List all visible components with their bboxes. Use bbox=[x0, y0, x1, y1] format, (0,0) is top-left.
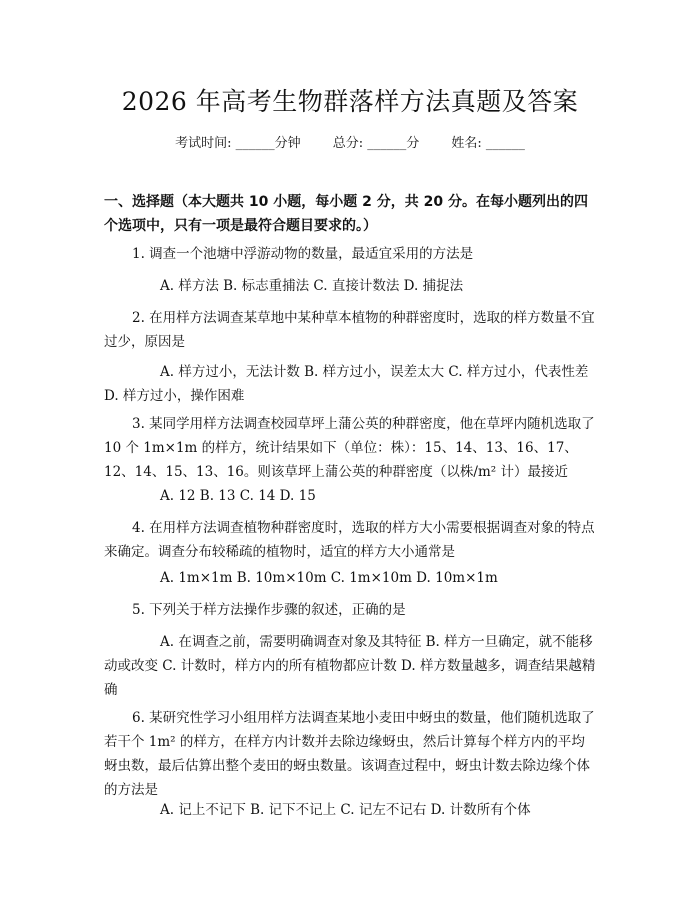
section-heading: 一、选择题（本大题共 10 小题，每小题 2 分，共 20 分。在每小题列出的四个选项中，只有一项是最符合题目要求的。） bbox=[104, 194, 588, 234]
exam-info bbox=[0, 132, 700, 151]
question-3-options: A. 12 B. 13 C. 14 D. 15 bbox=[160, 488, 316, 504]
question-3-stem: 3. 某同学用样方法调查校园草坪上蒲公英的种群密度，他在草坪内随机选取了 10 个 1m×1m 的样方，统计结果如下（单位：株）：15、14、13、16、17、12、14、15、13、16。则该草坪上蒲公英的种群密度（以株/m² 计）最接近 bbox=[104, 416, 595, 480]
exam-score-field: 总分: ______分 bbox=[332, 136, 420, 151]
question-1-options: A. 样方法 B. 标志重捕法 C. 直接计数法 D. 捕捉法 bbox=[160, 278, 464, 294]
page-title: 2026 年高考生物群落样方法真题及答案 bbox=[121, 87, 579, 116]
question-4-options: A. 1m×1m B. 10m×10m C. 1m×10m D. 10m×1m bbox=[160, 570, 498, 586]
question-1-stem: 1. 调查一个池塘中浮游动物的数量，最适宜采用的方法是 bbox=[132, 246, 474, 262]
question-2-stem: 2. 在用样方法调查某草地中某种草本植物的种群密度时，选取的样方数量不宜过少，原因是 bbox=[104, 310, 595, 350]
question-5-options: A. 在调查之前，需要明确调查对象及其特征 B. 样方一旦确定，就不能移动或改变 C. 计数时，样方内的所有植物都应计数 D. 样方数量越多，调查结果越精确 bbox=[104, 634, 596, 698]
question-6-stem: 6. 某研究性学习小组用样方法调查某地小麦田中蚜虫的数量，他们随机选取了若干个 1m² 的样方，在样方内计数并去除边缘蚜虫，然后计算每个样方内的平均蚜虫数，最后估算出整个麦田的蚜虫数量。该调查过程中，蚜虫计数去除边缘个体的方法是 bbox=[104, 710, 595, 798]
question-5-stem: 5. 下列关于样方法操作步骤的叙述，正确的是 bbox=[132, 602, 406, 618]
student-name-field: 姓名: ______ bbox=[451, 136, 525, 151]
question-2-options: A. 样方过小，无法计数 B. 样方过小，误差太大 C. 样方过小，代表性差 D. 样方过小，操作困难 bbox=[104, 364, 589, 404]
question-4-stem: 4. 在用样方法调查植物种群密度时，选取的样方大小需要根据调查对象的特点来确定。调查分布较稀疏的植物时，适宜的样方大小通常是 bbox=[104, 520, 595, 560]
exam-time-field: 考试时间: ______分钟 bbox=[175, 136, 301, 151]
question-6-options: A. 记上不记下 B. 记下不记上 C. 记左不记右 D. 计数所有个体 bbox=[160, 802, 531, 818]
